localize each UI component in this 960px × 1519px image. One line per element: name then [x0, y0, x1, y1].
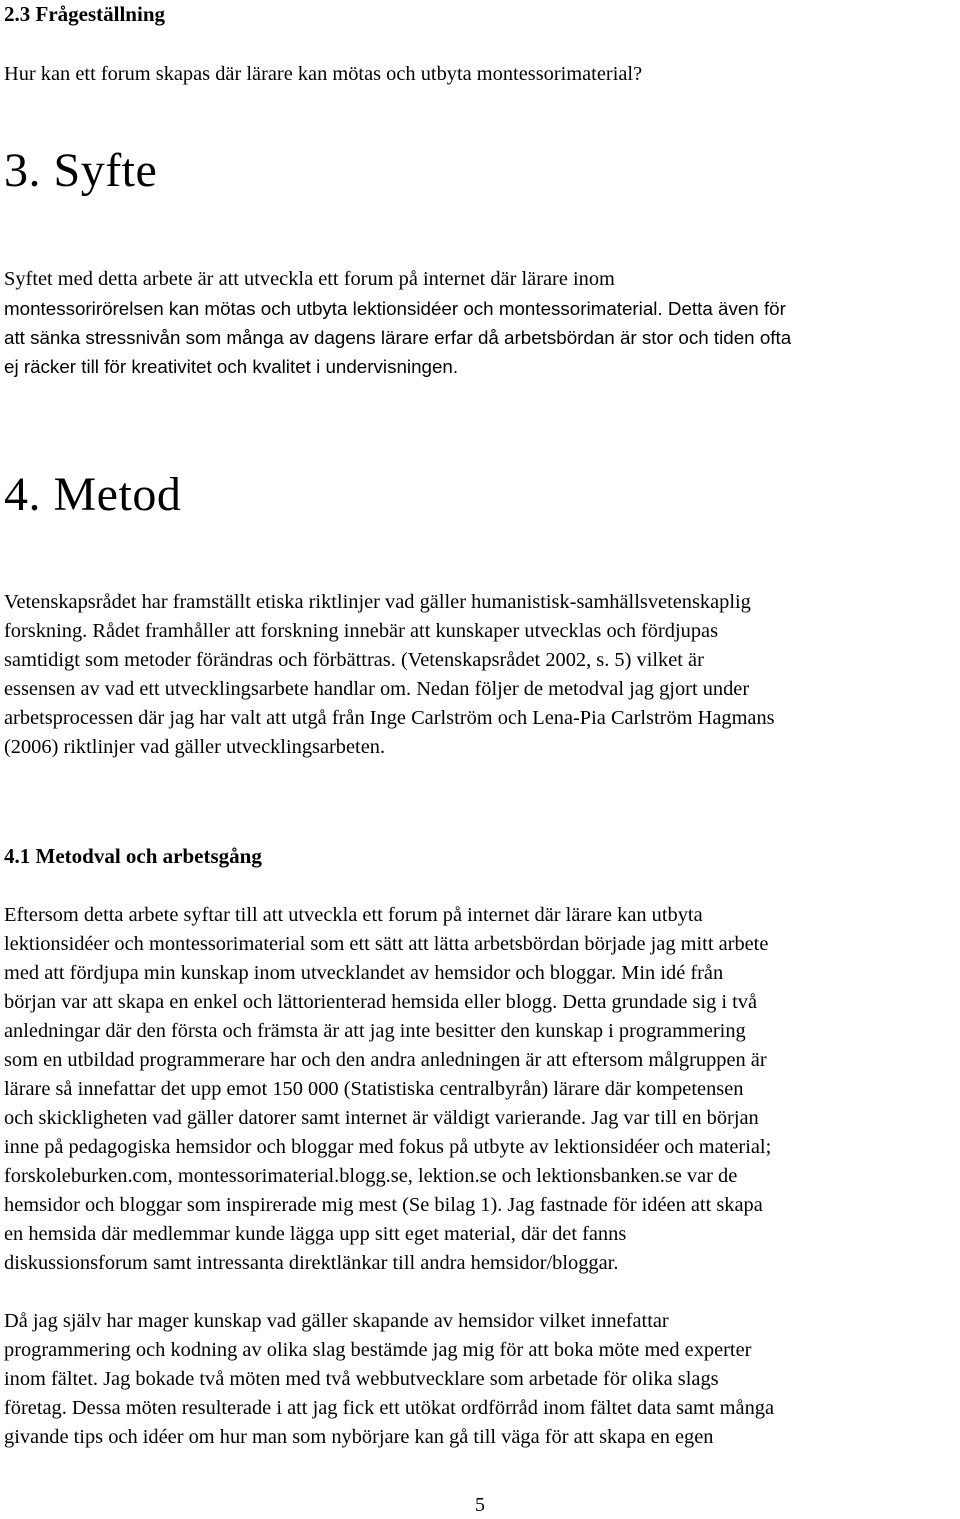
metodval-p2-line-3: inom fältet. Jag bokade två möten med två webbutvecklare som arbetade för olika slags: [4, 1368, 719, 1390]
metodval-p1-line-9: inne på pedagogiska hemsidor och bloggar med fokus på utbyte av lektionsidéer och material;: [4, 1136, 772, 1158]
section-2-3-heading: 2.3 Frågeställning: [4, 2, 165, 26]
metod-line-3: samtidigt som metoder förändras och förbättras. (Vetenskapsrådet 2002, s. 5) vilket är: [4, 649, 704, 671]
metodval-p1-line-4: början var att skapa en enkel och lättorienterad hemsida eller blogg. Detta grundade sig i två: [4, 991, 758, 1013]
syfte-line-2: montessorirörelsen kan mötas och utbyta lektionsidéer och montessorimaterial. Detta även för: [4, 298, 786, 319]
metodval-paragraph-1: [4, 901, 771, 1278]
metodval-p2-line-1: Då jag själv har mager kunskap vad gäller skapande av hemsidor vilket innefattar: [4, 1310, 669, 1332]
metod-line-5: arbetsprocessen där jag har valt att utgå från Inge Carlström och Lena-Pia Carlström Hagmans: [4, 707, 775, 729]
section-3-heading: 3. Syfte: [4, 144, 158, 197]
metod-line-1: Vetenskapsrådet har framställt etiska riktlinjer vad gäller humanistisk-samhällsvetenskaplig: [4, 591, 751, 613]
metodval-p1-line-2: lektionsidéer och montessorimaterial som ett sätt att lätta arbetsbördan började jag mitt arbete: [4, 933, 769, 955]
metodval-p2-line-4: företag. Dessa möten resulterade i att jag fick ett utökat ordförråd inom fältet data samt många: [4, 1397, 775, 1419]
syfte-line-4: ej räcker till för kreativitet och kvalitet i undervisningen.: [4, 356, 459, 377]
page-number: 5: [475, 1494, 485, 1516]
metod-line-2: forskning. Rådet framhåller att forskning innebär att kunskaper utvecklas och fördjupas: [4, 620, 719, 642]
metod-line-4: essensen av vad ett utvecklingsarbete handlar om. Nedan följer de metodval jag gjort under: [4, 678, 750, 700]
metodval-p1-line-12: en hemsida där medlemmar kunde lägga upp sitt eget material, där det fanns: [4, 1223, 627, 1245]
metod-paragraph: [4, 588, 775, 762]
metodval-paragraph-2: [4, 1307, 774, 1452]
metodval-p1-line-8: och skickligheten vad gäller datorer samt internet är väldigt varierande. Jag var till en början: [4, 1107, 759, 1129]
syfte-line-3: att sänka stressnivån som många av dagens lärare erfar då arbetsbördan är stor och tiden ofta: [4, 327, 792, 348]
metodval-p1-line-10: forskoleburken.com, montessorimaterial.blogg.se, lektion.se och lektionsbanken.se var de: [4, 1165, 738, 1187]
research-question: Hur kan ett forum skapas där lärare kan mötas och utbyta montessorimaterial?: [4, 63, 643, 85]
syfte-line-1: Syftet med detta arbete är att utveckla ett forum på internet där lärare inom: [4, 268, 615, 290]
syfte-paragraph: [4, 265, 791, 381]
metodval-p1-line-6: som en utbildad programmerare har och den andra anledningen är att eftersom målgruppen är: [4, 1049, 767, 1071]
section-4-heading: 4. Metod: [4, 468, 182, 521]
metodval-p1-line-5: anledningar där den första och främsta är att jag inte besitter den kunskap i programmering: [4, 1020, 746, 1042]
metodval-p1-line-3: med att fördjupa min kunskap inom utvecklandet av hemsidor och bloggar. Min idé från: [4, 962, 724, 984]
metodval-p1-line-13: diskussionsforum samt intressanta direktlänkar till andra hemsidor/bloggar.: [4, 1252, 619, 1274]
metodval-p2-line-5: givande tips och idéer om hur man som nybörjare kan gå till väga för att skapa en egen: [4, 1426, 714, 1448]
metodval-p1-line-7: lärare så innefattar det upp emot 150 000 (Statistiska centralbyrån) lärare där kompetensen: [4, 1078, 744, 1100]
metodval-p1-line-11: hemsidor och bloggar som inspirerade mig mest (Se bilag 1). Jag fastnade för idéen att skapa: [4, 1194, 763, 1216]
metodval-p2-line-2: programmering och kodning av olika slag bestämde jag mig för att boka möte med experter: [4, 1339, 752, 1361]
metodval-p1-line-1: Eftersom detta arbete syftar till att utveckla ett forum på internet där lärare kan utbyta: [4, 904, 703, 926]
section-4-1-heading: 4.1 Metodval och arbetsgång: [4, 844, 262, 868]
metod-line-6: (2006) riktlinjer vad gäller utvecklingsarbeten.: [4, 736, 386, 758]
